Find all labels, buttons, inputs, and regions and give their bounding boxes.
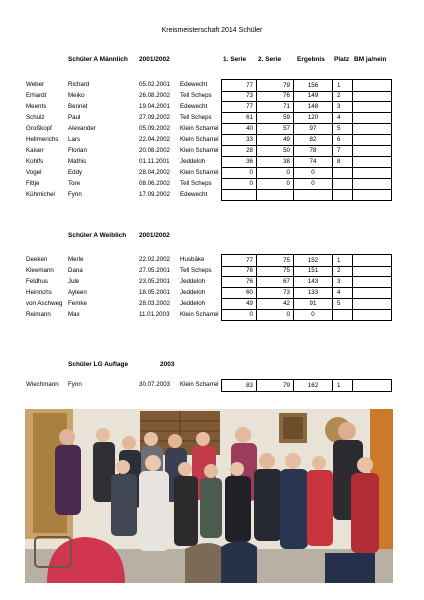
value-s2: 42 xyxy=(283,300,290,307)
value-platz: 4 xyxy=(337,289,341,296)
value-platz: 7 xyxy=(337,147,341,154)
cell-bm xyxy=(352,112,392,123)
last-name: Erhardt xyxy=(26,92,47,99)
cell-erg xyxy=(293,101,332,112)
cell-s2 xyxy=(256,298,293,309)
cell-s2 xyxy=(256,309,293,320)
birth-date: 18.05.2001 xyxy=(139,289,170,296)
cell-s1 xyxy=(221,309,256,320)
last-name: Kohlfs xyxy=(26,158,44,165)
birth-date: 20.08.2002 xyxy=(139,147,170,154)
last-name: Hellmerichs xyxy=(26,136,59,143)
last-name: von Aschweg xyxy=(26,300,63,307)
value-erg: 82 xyxy=(309,136,317,143)
last-name: Deeken xyxy=(26,256,48,263)
cell-erg xyxy=(293,298,332,309)
value-erg: 97 xyxy=(309,125,317,132)
value-platz: 8 xyxy=(337,158,341,165)
last-name: Meents xyxy=(26,103,47,110)
birth-date: 30.07.2003 xyxy=(139,381,170,388)
table-row xyxy=(0,309,424,320)
value-s2: 75 xyxy=(283,257,290,264)
value-s2: 79 xyxy=(283,382,290,389)
value-platz: 4 xyxy=(337,114,341,121)
birth-date: 27.09.2002 xyxy=(139,114,170,121)
cell-bm xyxy=(352,134,392,145)
table-row xyxy=(0,156,424,167)
value-s1: 83 xyxy=(246,382,253,389)
table-row xyxy=(0,101,424,112)
value-erg: 152 xyxy=(307,257,319,264)
club-name: Klein Scharrel xyxy=(180,311,219,318)
cell-s2 xyxy=(256,134,293,145)
last-name: Reimann xyxy=(26,311,51,318)
club-name: Tell Scheps xyxy=(180,180,212,187)
club-name: Jeddeloh xyxy=(180,278,206,285)
club-name: Tell Scheps xyxy=(180,114,212,121)
last-name: Großkopf xyxy=(26,125,52,132)
value-erg: 149 xyxy=(307,92,319,99)
cell-platz xyxy=(332,309,352,320)
value-platz: 5 xyxy=(337,125,341,132)
cell-erg xyxy=(293,134,332,145)
header-serie1: 1. Serie xyxy=(223,56,247,63)
section-years-male: 2001/2002 xyxy=(139,56,170,63)
score-cells xyxy=(221,379,392,392)
cell-platz xyxy=(332,189,352,200)
birth-date: 28.03.2002 xyxy=(139,300,170,307)
value-s2: 79 xyxy=(283,82,290,89)
cell-erg xyxy=(293,309,332,320)
cell-s2 xyxy=(256,112,293,123)
cell-erg xyxy=(293,156,332,167)
value-s1: 0 xyxy=(249,311,253,318)
first-name: Lars xyxy=(68,136,81,143)
cell-bm xyxy=(352,309,392,320)
value-s2: 73 xyxy=(283,289,290,296)
value-s2: 57 xyxy=(283,125,290,132)
score-cells xyxy=(221,309,392,321)
cell-s1 xyxy=(221,178,256,189)
birth-date: 11.01.2003 xyxy=(139,311,170,318)
value-platz: 2 xyxy=(337,92,341,99)
cell-platz xyxy=(332,265,352,276)
cell-s2 xyxy=(256,276,293,287)
first-name: Eddy xyxy=(68,169,83,176)
value-s1: 60 xyxy=(246,289,253,296)
value-platz: 1 xyxy=(337,382,341,389)
header-bm: BM ja/nein xyxy=(354,56,387,63)
header-ergebnis: Ergebnis xyxy=(297,56,325,63)
table-row xyxy=(0,145,424,156)
value-s2: 49 xyxy=(283,136,290,143)
first-name: Ayleen xyxy=(68,289,87,296)
last-name: Schulz xyxy=(26,114,45,121)
club-name: Klein Scharrel xyxy=(180,381,219,388)
last-name: Wiechmann xyxy=(26,381,59,388)
last-name: Fittje xyxy=(26,180,40,187)
value-erg: 0 xyxy=(311,311,315,318)
table-row xyxy=(0,167,424,178)
value-platz: 6 xyxy=(337,136,341,143)
cell-bm xyxy=(352,101,392,112)
cell-s1 xyxy=(221,298,256,309)
first-name: Femke xyxy=(68,300,87,307)
value-s2: 59 xyxy=(283,114,290,121)
last-name: Kühmichel xyxy=(26,191,55,198)
cell-s1 xyxy=(221,90,256,101)
value-s1: 77 xyxy=(246,103,253,110)
cell-erg xyxy=(293,287,332,298)
birth-date: 22.04.2002 xyxy=(139,136,170,143)
cell-s2 xyxy=(256,167,293,178)
section-title-lg: Schüler LG Auflage xyxy=(68,361,129,368)
birth-date: 27.05.2001 xyxy=(139,267,170,274)
last-name: Kaiser xyxy=(26,147,44,154)
value-s2: 0 xyxy=(286,180,290,187)
cell-s2 xyxy=(256,90,293,101)
section-years-lg: 2003 xyxy=(160,361,175,368)
value-platz: 3 xyxy=(337,103,341,110)
club-name: Tell Scheps xyxy=(180,92,212,99)
cell-s1 xyxy=(221,189,256,200)
value-erg: 120 xyxy=(307,114,319,121)
table-row xyxy=(0,79,424,90)
cell-platz xyxy=(332,90,352,101)
club-name: Tell Scheps xyxy=(180,267,212,274)
value-erg: 0 xyxy=(311,169,315,176)
header-platz: Platz xyxy=(334,56,350,63)
cell-s1 xyxy=(221,101,256,112)
value-platz: 1 xyxy=(337,82,341,89)
cell-s2 xyxy=(256,156,293,167)
birth-date: 05.02.2001 xyxy=(139,81,170,88)
cell-bm xyxy=(352,276,392,287)
table-row xyxy=(0,90,424,101)
value-s1: 33 xyxy=(246,136,253,143)
first-name: Tore xyxy=(68,180,81,187)
group-photo xyxy=(25,409,393,583)
first-name: Fynn xyxy=(68,191,82,198)
value-erg: 133 xyxy=(307,289,319,296)
birth-date: 19.04.2001 xyxy=(139,103,170,110)
cell-platz xyxy=(332,134,352,145)
value-s1: 28 xyxy=(246,147,253,154)
first-name: Mathis xyxy=(68,158,87,165)
value-s2: 75 xyxy=(283,267,290,274)
cell-erg xyxy=(293,112,332,123)
cell-platz xyxy=(332,123,352,134)
value-s2: 76 xyxy=(283,92,290,99)
last-name: Vogel xyxy=(26,169,42,176)
cell-s1 xyxy=(221,156,256,167)
first-name: Richard xyxy=(68,81,90,88)
cell-s2 xyxy=(256,101,293,112)
cell-erg xyxy=(293,276,332,287)
value-s1: 40 xyxy=(246,125,253,132)
value-erg: 162 xyxy=(307,382,319,389)
value-s1: 76 xyxy=(246,267,253,274)
cell-platz xyxy=(332,167,352,178)
cell-bm xyxy=(352,178,392,189)
value-s1: 77 xyxy=(246,257,253,264)
cell-s1 xyxy=(221,276,256,287)
value-erg: 74 xyxy=(309,158,317,165)
value-s1: 77 xyxy=(246,82,253,89)
cell-s1 xyxy=(221,112,256,123)
cell-bm xyxy=(352,380,392,391)
cell-platz xyxy=(332,156,352,167)
birth-date: 22.02.2002 xyxy=(139,256,170,263)
cell-s1 xyxy=(221,380,256,391)
page-title: Kreismeisterschaft 2014 Schüler xyxy=(161,27,263,34)
value-s2: 38 xyxy=(283,158,290,165)
table-row xyxy=(0,298,424,309)
last-name: Kleemann xyxy=(26,267,54,274)
cell-erg xyxy=(293,189,332,200)
first-name: Alexander xyxy=(68,125,96,132)
cell-s1 xyxy=(221,167,256,178)
cell-platz xyxy=(332,145,352,156)
birth-date: 26.08.2002 xyxy=(139,92,170,99)
first-name: Meiko xyxy=(68,92,85,99)
value-erg: 148 xyxy=(307,103,319,110)
birth-date: 05.09.2002 xyxy=(139,125,170,132)
cell-erg xyxy=(293,178,332,189)
cell-bm xyxy=(352,265,392,276)
first-name: Max xyxy=(68,311,80,318)
club-name: Jeddeloh xyxy=(180,158,206,165)
cell-platz xyxy=(332,298,352,309)
last-name: Weber xyxy=(26,81,45,88)
cell-platz xyxy=(332,112,352,123)
club-name: Husbäke xyxy=(180,256,205,263)
first-name: Jule xyxy=(68,278,80,285)
cell-bm xyxy=(352,287,392,298)
cell-s2 xyxy=(256,145,293,156)
value-platz: 2 xyxy=(337,267,341,274)
value-erg: 91 xyxy=(309,300,317,307)
score-cells xyxy=(221,189,392,201)
first-name: Bennet xyxy=(68,103,88,110)
birth-date: 17.09.2002 xyxy=(139,191,170,198)
table-row xyxy=(0,123,424,134)
club-name: Jeddeloh xyxy=(180,300,206,307)
cell-bm xyxy=(352,167,392,178)
value-erg: 0 xyxy=(311,180,315,187)
club-name: Jeddeloh xyxy=(180,289,206,296)
cell-erg xyxy=(293,265,332,276)
birth-date: 08.06.2002 xyxy=(139,180,170,187)
club-name: Edewecht xyxy=(180,103,208,110)
cell-erg xyxy=(293,123,332,134)
cell-bm xyxy=(352,298,392,309)
cell-bm xyxy=(352,123,392,134)
value-platz: 3 xyxy=(337,278,341,285)
cell-s2 xyxy=(256,189,293,200)
cell-bm xyxy=(352,145,392,156)
birth-date: 01.11.2001 xyxy=(139,158,170,165)
value-s2: 0 xyxy=(286,311,290,318)
cell-s2 xyxy=(256,265,293,276)
club-name: Klein Scharrel xyxy=(180,125,219,132)
cell-s1 xyxy=(221,145,256,156)
table-row xyxy=(0,178,424,189)
value-erg: 156 xyxy=(307,82,319,89)
value-erg: 78 xyxy=(309,147,317,154)
value-s2: 71 xyxy=(283,103,290,110)
club-name: Klein Scharrel xyxy=(180,169,219,176)
value-s1: 61 xyxy=(246,114,253,121)
value-s2: 67 xyxy=(283,278,290,285)
cell-platz xyxy=(332,380,352,391)
cell-s1 xyxy=(221,287,256,298)
table-row xyxy=(0,276,424,287)
table-row xyxy=(0,379,424,390)
cell-s2 xyxy=(256,178,293,189)
cell-s2 xyxy=(256,287,293,298)
cell-platz xyxy=(332,276,352,287)
section-title-male: Schüler A Männlich xyxy=(68,56,128,63)
section-years-female: 2001/2002 xyxy=(139,232,170,239)
club-name: Edewecht xyxy=(180,191,208,198)
cell-erg xyxy=(293,380,332,391)
club-name: Klein Scharrel xyxy=(180,147,219,154)
value-platz: 5 xyxy=(337,300,341,307)
birth-date: 23.05.2001 xyxy=(139,278,170,285)
value-s1: 0 xyxy=(249,169,253,176)
value-s2: 50 xyxy=(283,147,290,154)
club-name: Klein Scharrel xyxy=(180,136,219,143)
cell-s2 xyxy=(256,380,293,391)
table-row xyxy=(0,265,424,276)
value-s1: 73 xyxy=(246,92,253,99)
value-s1: 76 xyxy=(246,278,253,285)
cell-erg xyxy=(293,90,332,101)
section-title-female: Schüler A Weiblich xyxy=(68,232,127,239)
table-row xyxy=(0,189,424,200)
value-s1: 49 xyxy=(246,300,253,307)
birth-date: 28.04.2002 xyxy=(139,169,170,176)
table-row xyxy=(0,134,424,145)
table-row xyxy=(0,254,424,265)
cell-bm xyxy=(352,189,392,200)
last-name: Heinrichs xyxy=(26,289,52,296)
value-platz: 1 xyxy=(337,257,341,264)
cell-bm xyxy=(352,156,392,167)
value-s1: 0 xyxy=(249,180,253,187)
last-name: Feldhus xyxy=(26,278,49,285)
cell-s2 xyxy=(256,123,293,134)
cell-platz xyxy=(332,101,352,112)
table-row xyxy=(0,287,424,298)
cell-s1 xyxy=(221,123,256,134)
value-erg: 143 xyxy=(307,278,319,285)
cell-s1 xyxy=(221,134,256,145)
cell-bm xyxy=(352,90,392,101)
cell-platz xyxy=(332,178,352,189)
first-name: Merle xyxy=(68,256,84,263)
cell-platz xyxy=(332,287,352,298)
first-name: Fynn xyxy=(68,381,82,388)
value-erg: 151 xyxy=(307,267,319,274)
first-name: Dana xyxy=(68,267,83,274)
club-name: Edewecht xyxy=(180,81,208,88)
cell-erg xyxy=(293,167,332,178)
cell-s1 xyxy=(221,265,256,276)
first-name: Paul xyxy=(68,114,81,121)
first-name: Florian xyxy=(68,147,87,154)
cell-erg xyxy=(293,145,332,156)
value-s1: 36 xyxy=(246,158,253,165)
value-s2: 0 xyxy=(286,169,290,176)
header-serie2: 2. Serie xyxy=(258,56,282,63)
table-row xyxy=(0,112,424,123)
